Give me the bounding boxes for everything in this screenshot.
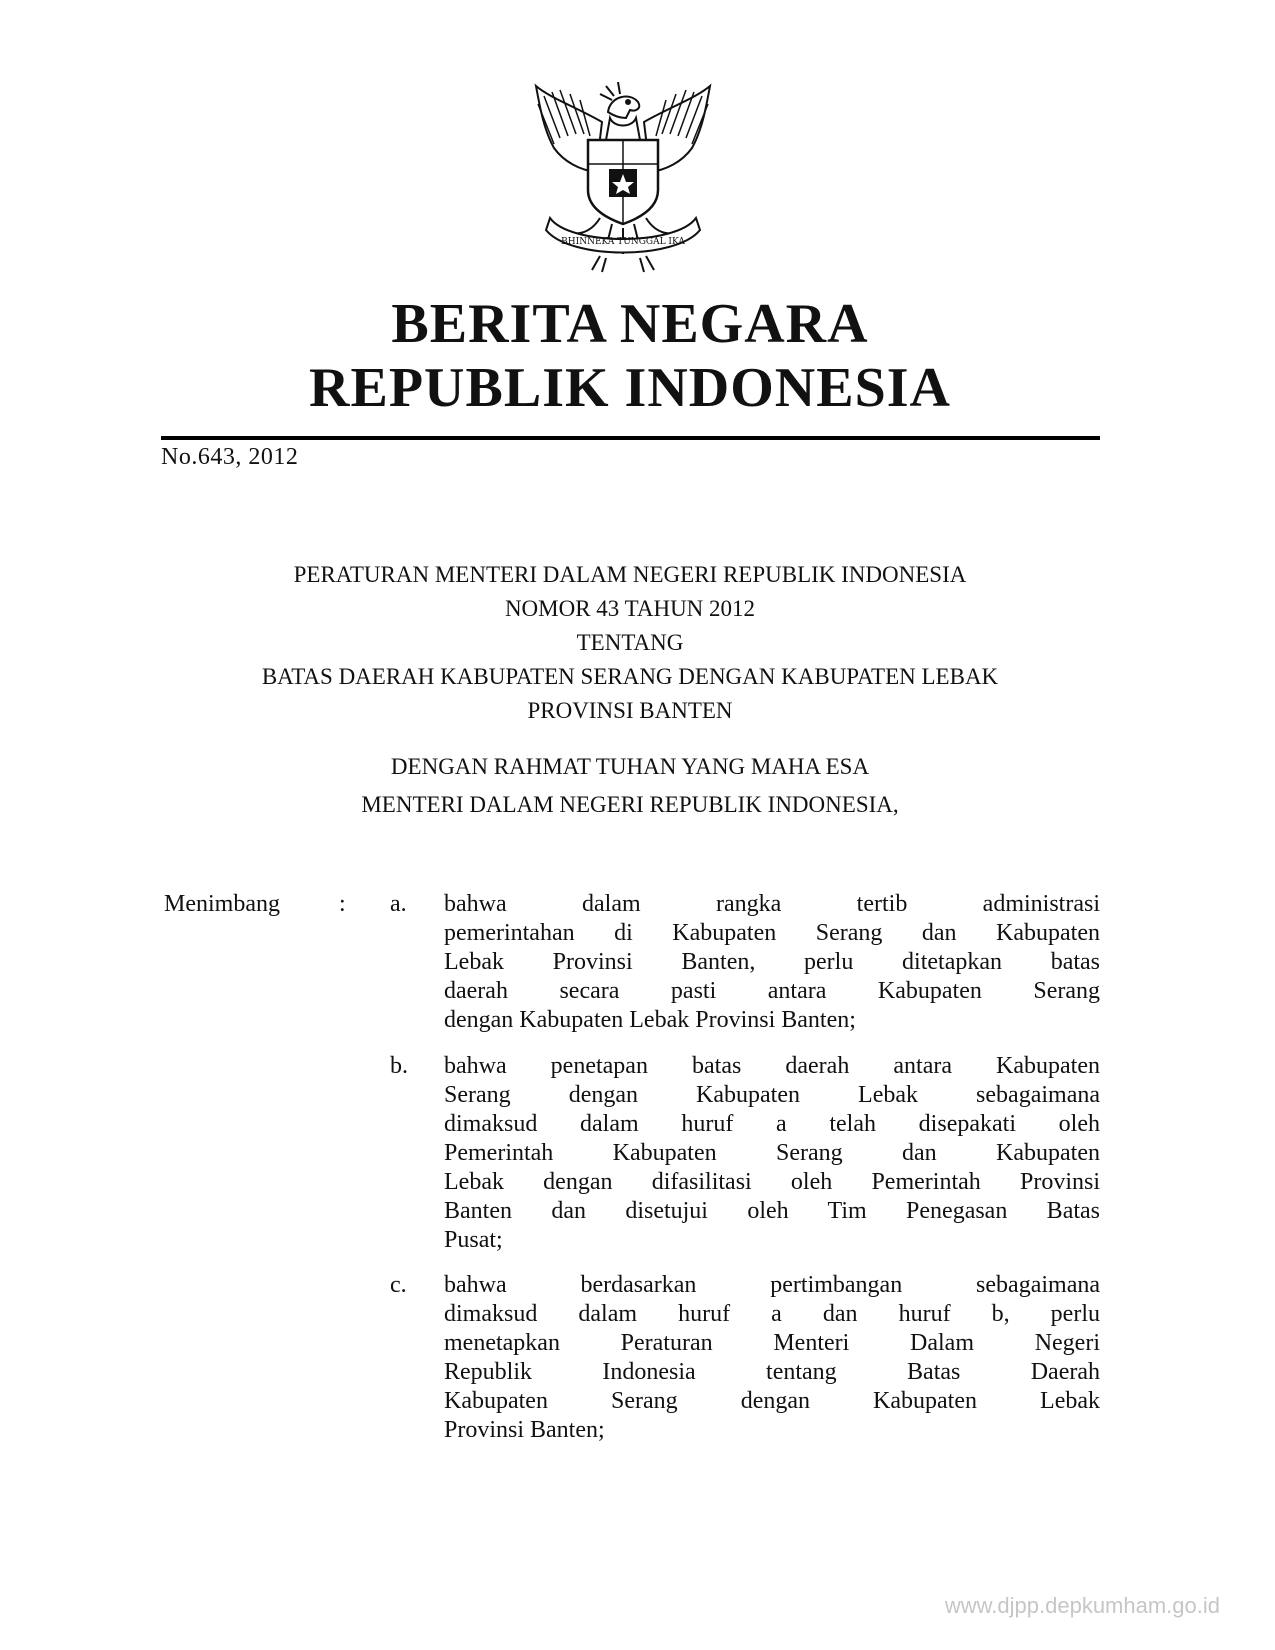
svg-text:BHINNEKA TUNGGAL IKA: BHINNEKA TUNGGAL IKA: [561, 237, 685, 247]
menimbang-item-b: [444, 1052, 1100, 1255]
item-line: Banten dan disetujui oleh Tim Penegasan Batas: [444, 1198, 1100, 1224]
item-line: Kabupaten Serang dengan Kabupaten Lebak: [444, 1388, 1100, 1414]
menimbang-label: Menimbang: [164, 891, 280, 917]
garuda-pancasila-emblem: [530, 78, 716, 274]
item-line: dimaksud dalam huruf a telah disepakati oleh: [444, 1111, 1100, 1137]
item-line: Pusat;: [444, 1227, 503, 1253]
item-line: Lebak Provinsi Banten, perlu ditetapkan batas: [444, 949, 1100, 975]
heading-line: PERATURAN MENTERI DALAM NEGERI REPUBLIK INDONESIA: [293, 562, 967, 587]
heading-line: BATAS DAERAH KABUPATEN SERANG DENGAN KABUPATEN LEBAK: [261, 664, 999, 689]
item-line: Republik Indonesia tentang Batas Daerah: [444, 1359, 1100, 1385]
heading-line: PROVINSI BANTEN: [527, 698, 733, 723]
menimbang-item-a: [444, 890, 1100, 1035]
menimbang-item-c: [444, 1271, 1100, 1445]
item-line: dengan Kabupaten Lebak Provinsi Banten;: [444, 1007, 856, 1033]
item-line: dimaksud dalam huruf a dan huruf b, perlu: [444, 1301, 1100, 1327]
preamble-line: DENGAN RAHMAT TUHAN YANG MAHA ESA: [390, 754, 870, 779]
item-line: Serang dengan Kabupaten Lebak sebagaimana: [444, 1082, 1100, 1108]
masthead-title-line-2: REPUBLIK INDONESIA: [309, 357, 951, 419]
preamble-line: MENTERI DALAM NEGERI REPUBLIK INDONESIA,: [361, 792, 899, 817]
issue-number: No.643, 2012: [161, 444, 299, 470]
item-line: bahwa penetapan batas daerah antara Kabupaten: [444, 1053, 1100, 1079]
masthead-title-line-1: BERITA NEGARA: [391, 293, 869, 355]
item-line: Provinsi Banten;: [444, 1417, 605, 1443]
item-line: bahwa dalam rangka tertib administrasi: [444, 891, 1100, 917]
item-letter-c: c.: [390, 1272, 407, 1298]
heading-line: NOMOR 43 TAHUN 2012: [504, 596, 756, 621]
item-line: Lebak dengan difasilitasi oleh Pemerintah Provinsi: [444, 1169, 1100, 1195]
preamble: [160, 748, 1100, 824]
menimbang-separator: :: [339, 891, 346, 917]
heading-line: TENTANG: [576, 630, 684, 655]
item-line: menetapkan Peraturan Menteri Dalam Negeri: [444, 1330, 1100, 1356]
regulation-heading: [160, 558, 1100, 728]
item-line: Pemerintah Kabupaten Serang dan Kabupaten: [444, 1140, 1100, 1166]
item-letter-b: b.: [390, 1053, 408, 1079]
website-watermark: www.djpp.depkumham.go.id: [944, 1593, 1220, 1618]
item-line: pemerintahan di Kabupaten Serang dan Kabupaten: [444, 920, 1100, 946]
item-letter-a: a.: [390, 891, 407, 917]
masthead-divider: [161, 436, 1100, 440]
item-line: bahwa berdasarkan pertimbangan sebagaimana: [444, 1272, 1100, 1298]
item-line: daerah secara pasti antara Kabupaten Serang: [444, 978, 1100, 1004]
